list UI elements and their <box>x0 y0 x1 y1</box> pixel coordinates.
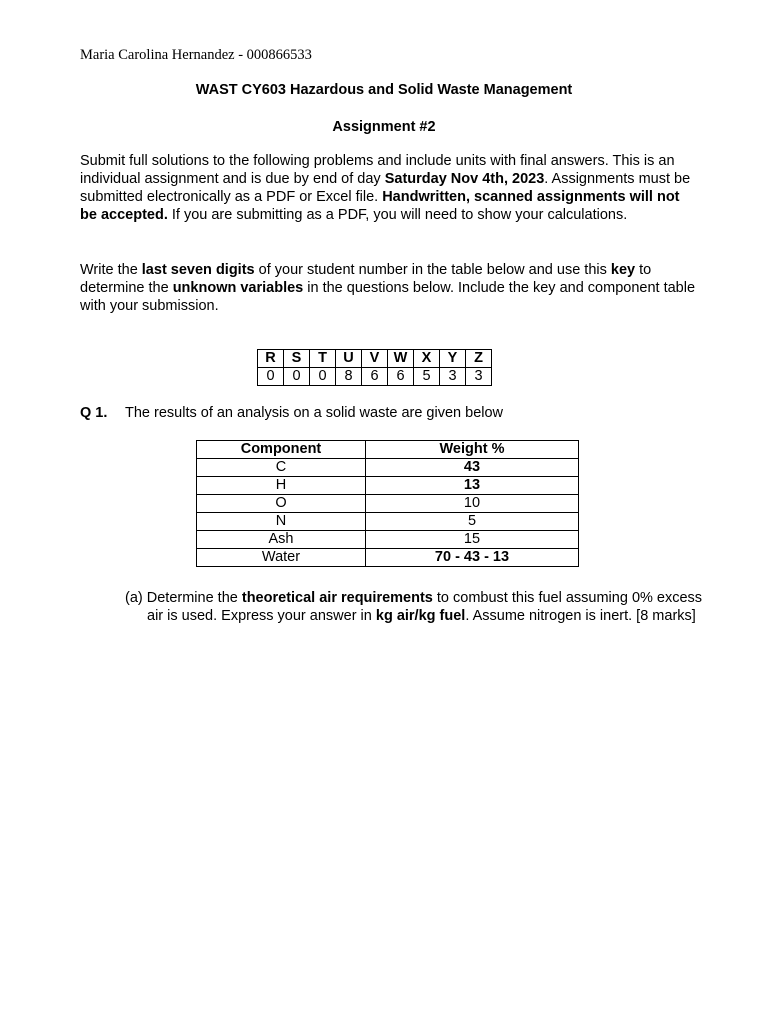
key-digit: 0 <box>284 368 310 386</box>
table-row <box>197 549 579 567</box>
table-row <box>197 477 579 495</box>
key-text: Write the <box>80 262 142 278</box>
part-label: (a) <box>125 590 143 606</box>
table-row <box>197 513 579 531</box>
key-letter: Y <box>440 350 466 368</box>
part-emphasis: theoretical air requirements <box>241 590 433 606</box>
component-cell: Ash <box>197 531 366 549</box>
key-letter: W <box>388 350 414 368</box>
key-text: to determine the <box>80 262 652 296</box>
key-digit: 6 <box>388 368 414 386</box>
weight-cell: 70 - 43 - 13 <box>366 549 579 567</box>
part-emphasis: kg air/kg fuel <box>375 608 466 624</box>
table-row <box>197 459 579 477</box>
key-letter: R <box>258 350 284 368</box>
table-row <box>197 531 579 549</box>
key-text: in the questions below. Include the key and component table with your submission. <box>80 280 696 314</box>
instructions-text: . Assignments must be submitted electronically as a PDF or Excel file. <box>80 171 691 205</box>
weight-cell: 5 <box>366 513 579 531</box>
component-cell: O <box>197 495 366 513</box>
instructions-paragraph <box>80 152 700 224</box>
due-date: Saturday Nov 4th, 2023 <box>384 171 545 187</box>
key-letter: X <box>414 350 440 368</box>
column-header-weight: Weight % <box>366 441 579 459</box>
weight-cell: 15 <box>366 531 579 549</box>
component-table <box>196 440 579 567</box>
key-letter: S <box>284 350 310 368</box>
course-title: WAST CY603 Hazardous and Solid Waste Management <box>195 82 573 98</box>
assignment-title: Assignment #2 <box>332 119 436 135</box>
component-cell: N <box>197 513 366 531</box>
key-emphasis: unknown variables <box>172 280 304 296</box>
weight-cell: 43 <box>366 459 579 477</box>
key-emphasis: key <box>610 262 636 278</box>
question-1 <box>80 405 503 421</box>
key-digit: 0 <box>258 368 284 386</box>
component-cell: C <box>197 459 366 477</box>
part-text: to combust this fuel assuming 0% excess air is used. Express your answer in <box>147 590 703 624</box>
instructions-text: Submit full solutions to the following problems and include units with final answers. This is an individual assignment and is due by end of day <box>80 153 675 187</box>
weight-cell: 13 <box>366 477 579 495</box>
key-letter: Z <box>466 350 492 368</box>
part-text: Determine the <box>142 590 242 606</box>
key-letter: U <box>336 350 362 368</box>
part-text: . Assume nitrogen is inert. [8 marks] <box>465 608 696 624</box>
key-letter: V <box>362 350 388 368</box>
key-emphasis: last seven digits <box>141 262 255 278</box>
key-digit: 3 <box>466 368 492 386</box>
key-digit: 8 <box>336 368 362 386</box>
question-part-a <box>125 589 707 625</box>
key-digit: 0 <box>310 368 336 386</box>
component-cell: Water <box>197 549 366 567</box>
instructions-text: If you are submitting as a PDF, you will need to show your calculations. <box>167 207 628 223</box>
key-letter: T <box>310 350 336 368</box>
question-text: The results of an analysis on a solid waste are given below <box>125 405 504 421</box>
key-digit: 5 <box>414 368 440 386</box>
table-row <box>197 495 579 513</box>
key-digit: 3 <box>440 368 466 386</box>
key-digit: 6 <box>362 368 388 386</box>
key-instructions-paragraph <box>80 261 700 315</box>
column-header-component: Component <box>197 441 366 459</box>
student-key-table <box>257 349 492 386</box>
key-text: of your student number in the table below and use this <box>254 262 611 278</box>
question-label: Q 1. <box>80 405 108 421</box>
author-line: Maria Carolina Hernandez - 000866533 <box>80 47 312 63</box>
submission-warning: Handwritten, scanned assignments will not be accepted. <box>80 189 680 223</box>
component-cell: H <box>197 477 366 495</box>
key-digits-row <box>258 368 492 386</box>
table-header-row <box>197 441 579 459</box>
key-letters-row <box>258 350 492 368</box>
weight-cell: 10 <box>366 495 579 513</box>
